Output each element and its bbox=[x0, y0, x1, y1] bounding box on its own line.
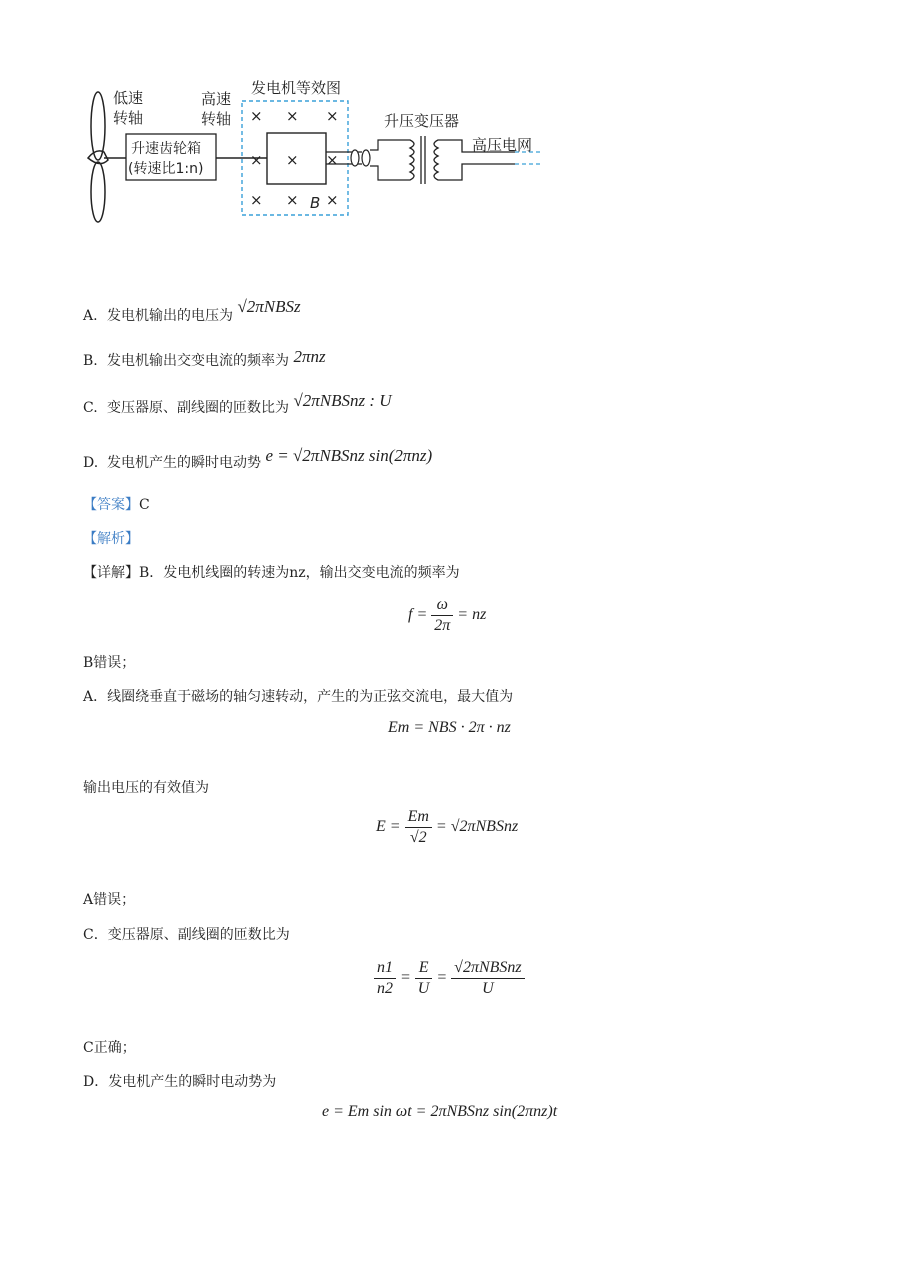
generator-diagram bbox=[0, 0, 909, 240]
svg-text:×: × bbox=[250, 151, 263, 169]
svg-text:×: × bbox=[326, 151, 339, 169]
equation-turns-ratio: $\frac{n1}{n2}$ = $\frac{E}{U}$ = $\frac{\text{√2πNBSnz}}{U}$ bbox=[374, 958, 525, 999]
gearbox-label-1: 升速齿轮箱 bbox=[131, 141, 201, 157]
option-text: 变压器原、副线圈的匝数比为 bbox=[107, 400, 289, 416]
svg-text:×: × bbox=[286, 191, 299, 209]
svg-text:×: × bbox=[286, 107, 299, 125]
answer-line bbox=[83, 495, 150, 515]
turbine-blades bbox=[88, 92, 108, 222]
grid-label: 高压电网 bbox=[472, 136, 533, 154]
detail-line-5: D．发电机产生的瞬时电动势为 bbox=[83, 1074, 277, 1090]
option-text: 发电机输出的电压为 bbox=[107, 308, 233, 324]
detail-line-1: 【详解】B．发电机线圈的转速为nz，输出交变电流的频率为 bbox=[83, 565, 460, 581]
option-formula: 2πnz bbox=[293, 347, 326, 366]
low-speed-label-1: 低速 bbox=[113, 89, 144, 107]
svg-text:×: × bbox=[326, 191, 339, 209]
option-d[interactable] bbox=[83, 446, 433, 473]
equation-emax: Em = NBS · 2π · nz bbox=[388, 719, 511, 736]
option-a[interactable] bbox=[83, 297, 301, 326]
svg-text:×: × bbox=[250, 191, 263, 209]
option-b[interactable] bbox=[83, 347, 326, 371]
transformer-label: 升压变压器 bbox=[384, 112, 460, 130]
analysis-line bbox=[83, 529, 139, 549]
option-letter: A. bbox=[83, 308, 98, 324]
option-text: 发电机输出交变电流的频率为 bbox=[107, 353, 289, 369]
gearbox-label-2: (转速比1:n) bbox=[128, 161, 204, 177]
svg-text:×: × bbox=[326, 107, 339, 125]
option-c[interactable] bbox=[83, 391, 392, 418]
analysis-label: 【解析】 bbox=[83, 531, 139, 547]
a-wrong: A错误； bbox=[83, 892, 136, 908]
equation-frequency: f = $\frac{\omega}{2\pi}$ = nz bbox=[408, 596, 487, 634]
field-label: B bbox=[310, 194, 321, 212]
option-letter: C. bbox=[83, 400, 98, 416]
slip-ring-2 bbox=[362, 150, 370, 166]
generator-label: 发电机等效图 bbox=[251, 79, 342, 97]
c-right: C正确； bbox=[83, 1040, 136, 1056]
slip-ring-1 bbox=[351, 150, 359, 166]
svg-text:×: × bbox=[250, 107, 263, 125]
option-letter: B. bbox=[83, 353, 98, 369]
equation-effective: E = $\frac{Em}{√2}$ = √2πNBSnz bbox=[376, 808, 519, 846]
answer-label: 【答案】 bbox=[83, 497, 139, 513]
detail-line-4: C．变压器原、副线圈的匝数比为 bbox=[83, 927, 290, 943]
b-wrong: B错误； bbox=[83, 655, 136, 671]
option-text: 发电机产生的瞬时电动势 bbox=[107, 455, 261, 471]
svg-text:×: × bbox=[286, 151, 299, 169]
option-formula: √2πNBSnz : U bbox=[293, 391, 392, 410]
option-letter: D. bbox=[83, 455, 99, 471]
option-formula: e = √2πNBSnz sin(2πnz) bbox=[265, 446, 433, 465]
option-formula: √2πNBSz bbox=[237, 297, 301, 316]
answer-value: C bbox=[139, 497, 150, 513]
high-speed-label-1: 高速 bbox=[201, 90, 232, 108]
detail-line-3: 输出电压的有效值为 bbox=[83, 780, 209, 796]
detail-label: 【详解】 bbox=[83, 565, 139, 581]
low-speed-label-2: 转轴 bbox=[113, 109, 144, 127]
detail-line-2: A．线圈绕垂直于磁场的轴匀速转动，产生的为正弦交流电，最大值为 bbox=[83, 689, 514, 705]
equation-instantaneous: e = Em sin ωt = 2πNBSnz sin(2πnz)t bbox=[322, 1103, 558, 1120]
high-speed-label-2: 转轴 bbox=[201, 110, 232, 128]
